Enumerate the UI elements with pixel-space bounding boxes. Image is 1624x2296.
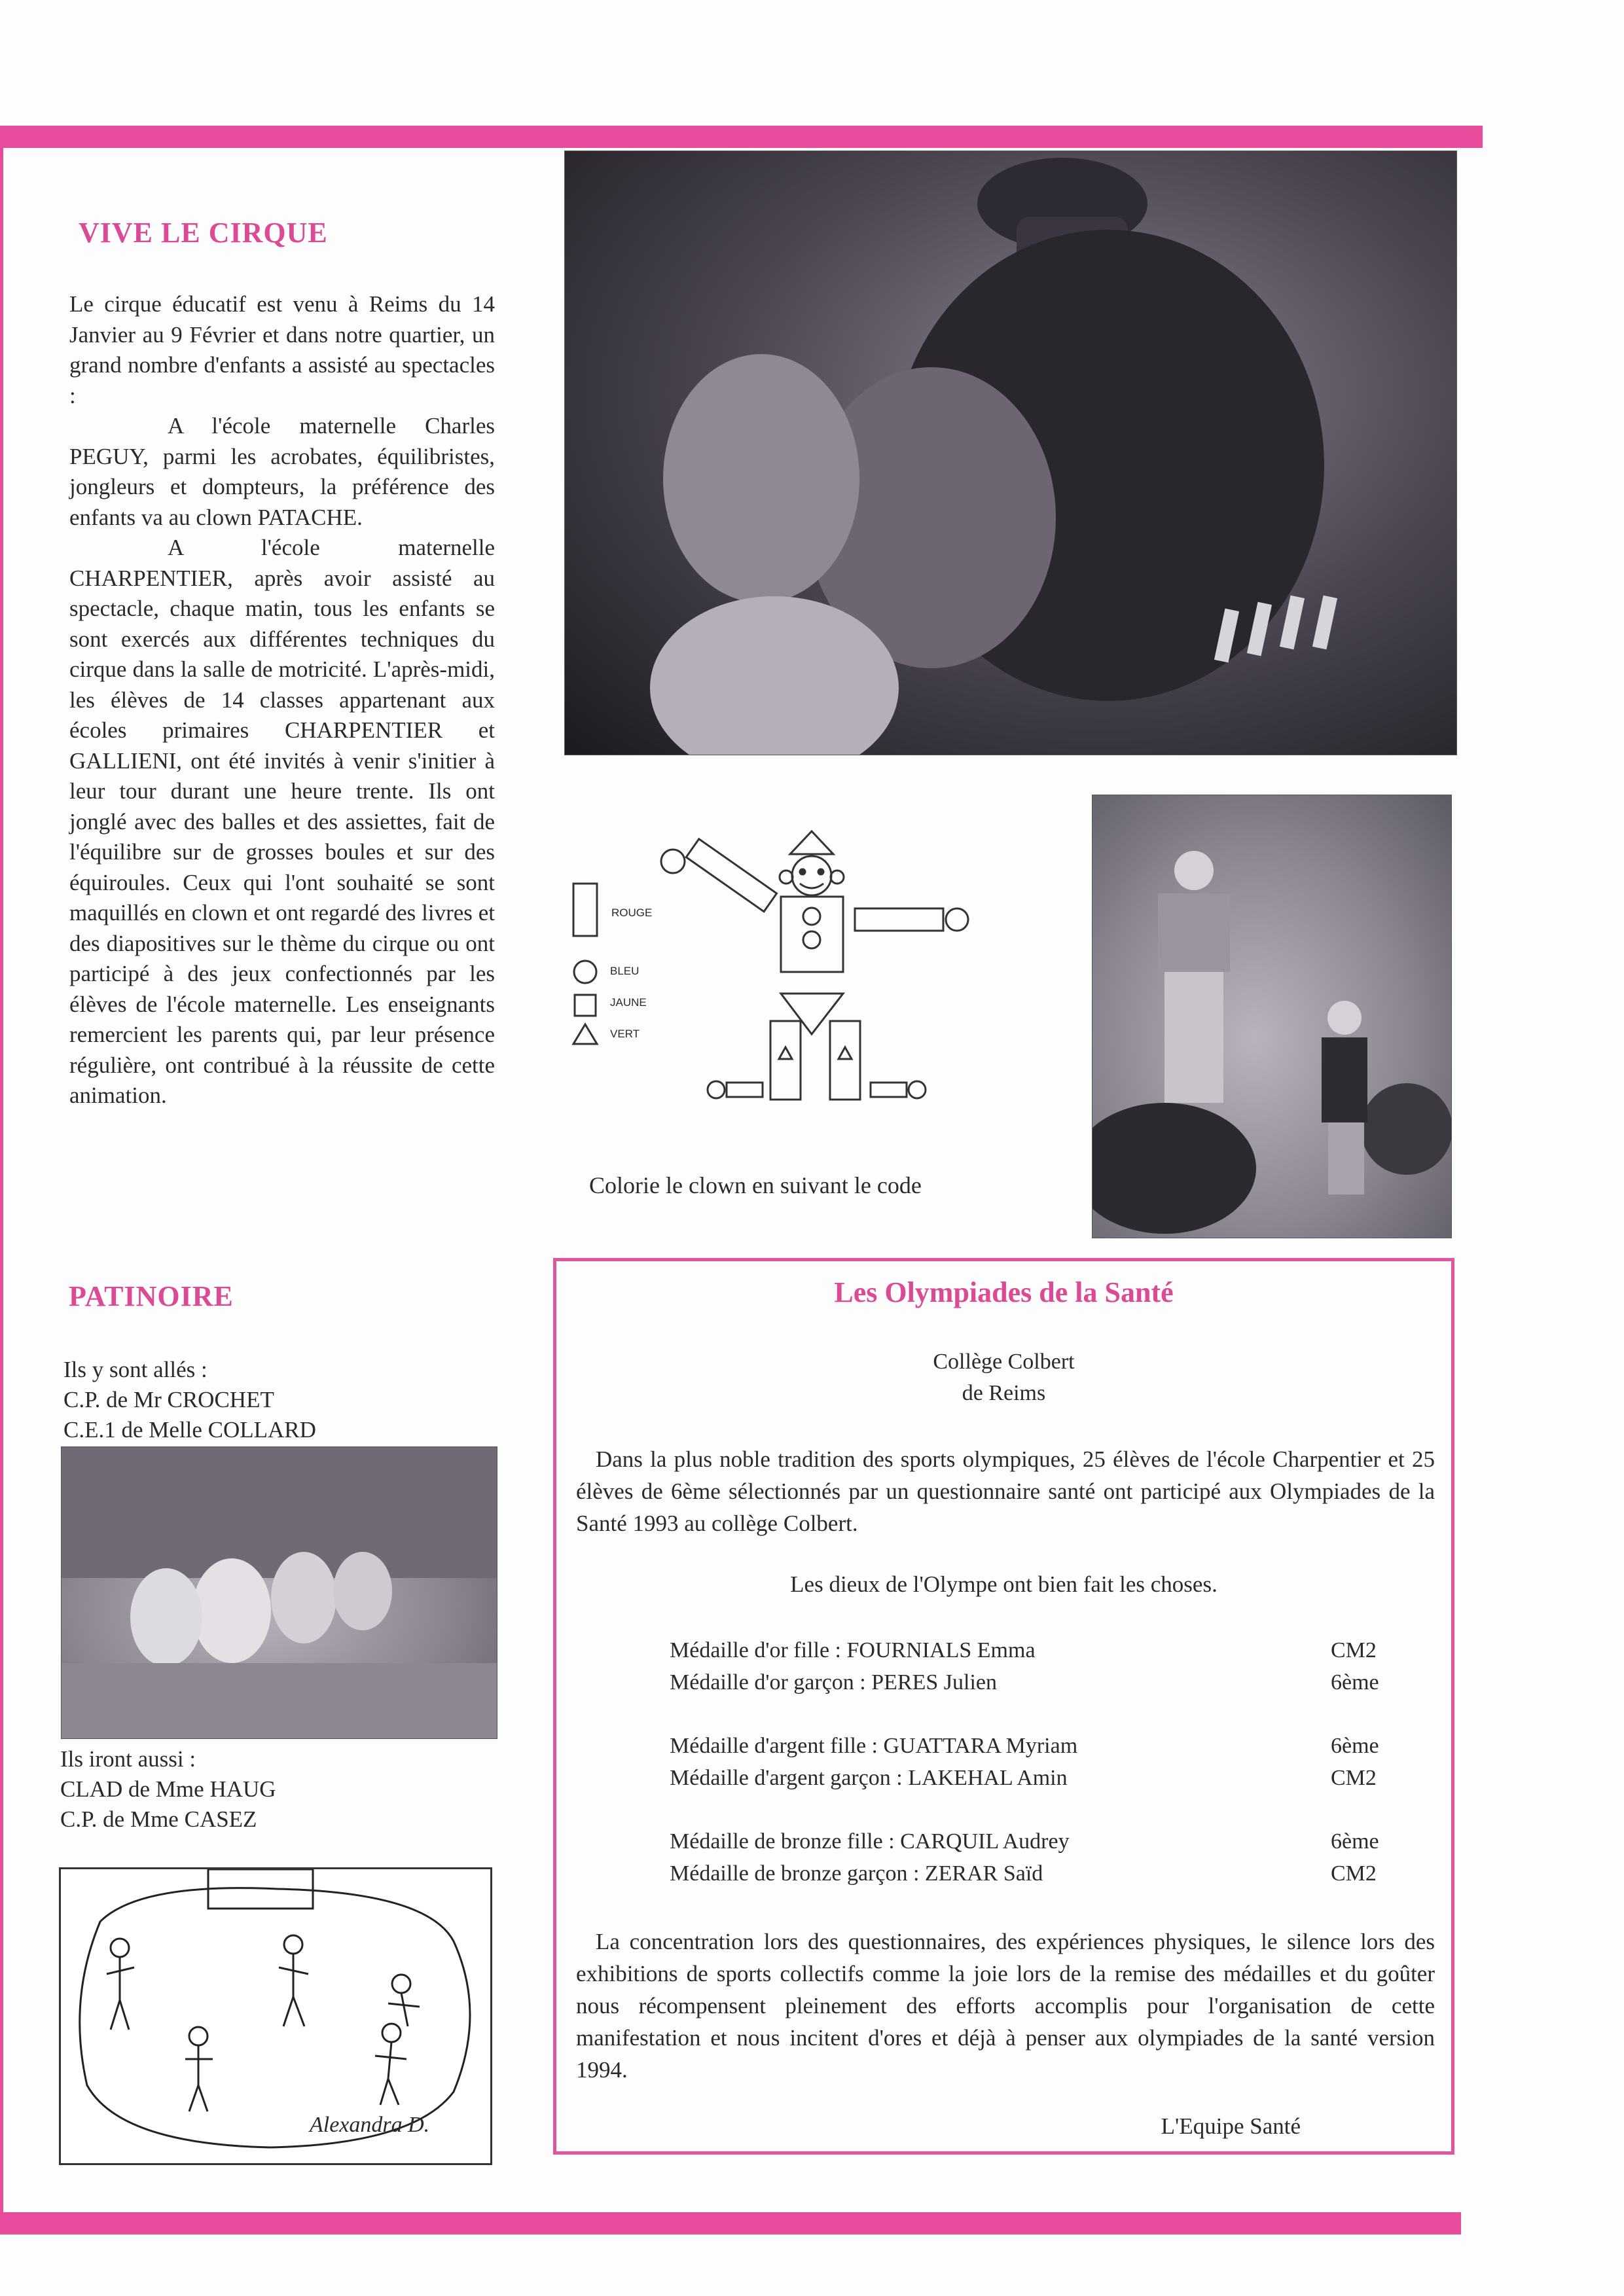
medal-grade: CM2	[1331, 1638, 1377, 1662]
medal-label: Médaille d'or fille : FOURNIALS Emma	[670, 1638, 1036, 1662]
medal-row	[670, 1857, 1422, 1890]
left-pink-rule	[0, 148, 3, 2212]
will-line-1: Ils iront aussi :	[60, 1746, 196, 1772]
olympiades-closing: La concentration lors des questionnaires, des expériences physiques, le silence lors des exhibitions de sports collectifs comme la joie lors de la remise des médailles et du goûter nous récompensent pleinement des efforts accomplis pour l'organisation de cette manifestation et nous incitent d'ores et déjà à penser aux olympiades de la santé version 1994.	[576, 1929, 1435, 2083]
legend-bleu: BLEU	[610, 965, 640, 977]
patinoire-will-list	[60, 1744, 276, 1835]
olympiades-intro: Dans la plus noble tradition des sports olympiques, 25 élèves de l'école Charpentier et 25 élèves de 6ème sélectionnés par un questionnaire santé ont participé aux Olympiades de la Santé 1993 au collège Colbert.	[576, 1446, 1435, 1536]
drawing-signature: Alexandra D.	[310, 2113, 430, 2137]
school-line-1: Collège Colbert	[933, 1350, 1075, 1374]
legend-jaune: JAUNE	[610, 996, 647, 1009]
school-line-2: de Reims	[962, 1381, 1046, 1405]
cirque-paragraph-2: A l'école maternelle Charles PEGUY, parmi les acrobates, équilibristes, jongleurs et dompteurs, la préférence des enfants va au clown PATACHE.	[69, 413, 495, 530]
medal-grade: 6ème	[1331, 1829, 1379, 1854]
medal-label: Médaille de bronze fille : CARQUIL Audrey	[670, 1829, 1070, 1854]
skating-photo	[61, 1446, 497, 1739]
olympiades-signature: L'Equipe Santé	[1161, 2113, 1301, 2139]
cirque-article	[69, 289, 495, 1111]
skating-photo-shapes	[62, 1447, 497, 1738]
top-pink-band	[0, 126, 1483, 148]
patinoire-went-list	[63, 1355, 316, 1445]
will-line-2: CLAD de Mme HAUG	[60, 1776, 276, 1802]
gods-line: Les dieux de l'Olympe ont bien fait les choses.	[790, 1571, 1218, 1597]
cirque-paragraph-3: A l'école maternelle CHARPENTIER, après avoir assisté au spectacle, chaque matin, tous les enfants se sont exercés aux différentes techniques du cirque dans la salle de motricité. L'après-midi, les élèves de 14 classes appartenant aux écoles primaires CHARPENTIER et GALLIENI, ont été invités à venir s'initier à leur tour durant une heure trente. Ils ont jonglé avec des balles et des assiettes, fait de l'équilibre sur de grosses boules et sur des équiroules. Ceux qui l'ont souhaité se sont maquillés en clown et ont regardé des livres et des diapositives sur le thème du cirque ou ont participé à des jeux confectionnés par les élèves de l'école maternelle. Les enseignants remercient les parents qui, par leur présence régulière, ont contribué à la réussite de cette animation.	[69, 535, 495, 1108]
medal-label: Médaille d'argent garçon : LAKEHAL Amin	[670, 1766, 1068, 1790]
medal-grade: 6ème	[1331, 1734, 1379, 1758]
medal-label: Médaille de bronze garçon : ZERAR Saïd	[670, 1861, 1043, 1886]
clown-photo-shapes	[565, 151, 1456, 755]
medal-grade: CM2	[1331, 1766, 1377, 1790]
went-line-1: Ils y sont allés :	[63, 1357, 208, 1382]
will-line-3: C.P. de Mme CASEZ	[60, 1806, 257, 1832]
children-circus-photo	[1092, 795, 1452, 1238]
clown-photo	[564, 151, 1457, 755]
medal-row	[670, 1666, 1422, 1698]
patinoire-title: PATINOIRE	[69, 1280, 234, 1312]
bottom-pink-band	[0, 2212, 1461, 2234]
legend-vert: VERT	[610, 1028, 640, 1040]
medals-list	[670, 1634, 1422, 1890]
rink-child-drawing	[59, 1867, 492, 2165]
legend-rouge: ROUGE	[611, 906, 653, 919]
cirque-title: VIVE LE CIRQUE	[79, 217, 328, 249]
olympiades-box	[553, 1258, 1454, 2155]
clown-drawing-caption: Colorie le clown en suivant le code	[589, 1172, 922, 1198]
went-line-3: C.E.1 de Melle COLLARD	[63, 1417, 316, 1443]
medal-row	[670, 1730, 1422, 1762]
olympiades-title: Les Olympiades de la Santé	[834, 1276, 1174, 1308]
clown-coloring-drawing	[569, 825, 995, 1119]
medal-grade: 6ème	[1331, 1670, 1379, 1695]
medal-label: Médaille d'or garçon : PERES Julien	[670, 1670, 997, 1695]
medal-label: Médaille d'argent fille : GUATTARA Myriam	[670, 1734, 1078, 1758]
went-line-2: C.P. de Mr CROCHET	[63, 1387, 274, 1412]
children-circus-photo-shapes	[1092, 795, 1451, 1238]
medal-row	[670, 1825, 1422, 1857]
cirque-paragraph-1: Le cirque éducatif est venu à Reims du 14 Janvier au 9 Février et dans notre quartier, un grand nombre d'enfants a assisté au spectacles :	[69, 291, 495, 408]
medal-grade: CM2	[1331, 1861, 1377, 1886]
medal-row	[670, 1634, 1422, 1666]
medal-row	[670, 1762, 1422, 1794]
